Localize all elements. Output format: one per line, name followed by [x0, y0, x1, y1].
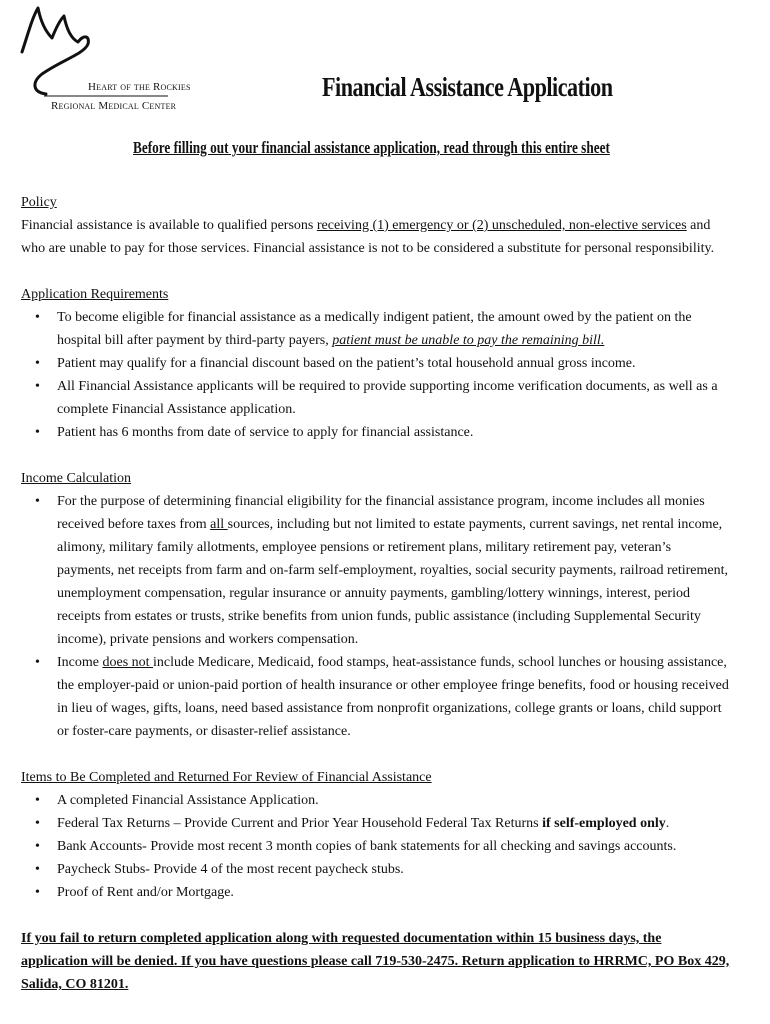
item-text: A completed Financial Assistance Application. [57, 793, 319, 808]
list-item [21, 421, 731, 444]
list-item [21, 306, 731, 352]
bullet-icon: • [35, 793, 40, 808]
item-text: include Medicare, Medicaid, food stamps, heat-assistance funds, school lunches or housing assistance, the employer-paid or union-paid portion of health insurance or other employee fringe benefits, food or housing received in lieu of wages, gifts, loans, need based assistance from nonprofit organizations, college grants or loans, child support or foster-care payments, or disaster-relief assistance. [57, 655, 729, 739]
page-subtitle: Before filling out your financial assistance application, read through this entire sheet [133, 138, 610, 157]
hospital-logo [18, 4, 191, 124]
bullet-icon: • [35, 425, 40, 440]
item-text: Bank Accounts- Provide most recent 3 month copies of bank statements for all checking and savings accounts. [57, 839, 677, 854]
item-text: sources, including but not limited to estate payments, current savings, net rental income, alimony, military family allotments, employee pensions or retirement plans, military retirement pay, veteran’s payments, net receipts from farm and on-farm self-employment, royalties, social security payments, railroad retirement, unemployment compensation, regular insurance or annuity payments, gambling/lottery winnings, interest, period receipts from estates or trusts, strike benefits from union funds, public assistance (including Supplemental Security income), private pensions and workers compensation. [57, 517, 728, 647]
bullet-icon: • [35, 379, 40, 394]
item-text: Income [57, 655, 103, 670]
income-list [21, 490, 731, 743]
item-text-underlined: does not [102, 655, 154, 670]
list-item [21, 812, 731, 835]
list-item [21, 881, 731, 904]
item-text: All Financial Assistance applicants will be required to provide supporting income verification documents, as well as a complete Financial Assistance application. [57, 379, 718, 417]
logo-text-line2: Regional Medical Center [51, 100, 177, 112]
policy-text-underlined: receiving (1) emergency or (2) unscheduled, non-elective services [316, 218, 687, 233]
policy-text [21, 214, 731, 260]
list-item [21, 835, 731, 858]
item-text: Proof of Rent and/or Mortgage. [57, 885, 234, 900]
bullet-icon: • [35, 885, 40, 900]
items-list [21, 789, 731, 904]
document-body [21, 191, 731, 996]
list-item [21, 858, 731, 881]
item-text-emphasis: patient must be unable to pay the remaining bill. [332, 333, 605, 348]
bullet-icon: • [35, 310, 40, 325]
item-text: Patient has 6 months from date of service to apply for financial assistance. [57, 425, 474, 440]
item-text: Paycheck Stubs- Provide 4 of the most recent paycheck stubs. [57, 862, 404, 877]
footer-notice: If you fail to return completed application along with requested documentation within 15 business days, the application will be denied. If you have questions please call 719-530-2475. Return application to HRRMC, PO Box 429, Salida, CO 81201. [21, 931, 730, 992]
policy-text-end: and who are unable to pay for those services. Financial assistance is not to be considered a substitute for personal responsibility. [21, 218, 715, 256]
bullet-icon: • [35, 839, 40, 854]
page-title: Financial Assistance Application [322, 72, 613, 102]
logo-text-line1: Heart of the Rockies [88, 81, 191, 93]
income-heading: Income Calculation [21, 471, 132, 486]
requirements-section [21, 283, 731, 444]
bullet-icon: • [35, 655, 40, 670]
list-item [21, 789, 731, 812]
requirements-heading: Application Requirements [21, 287, 169, 302]
item-text: For the purpose of determining financial eligibility for the financial assistance program, income includes all monies received before taxes from [57, 494, 705, 532]
bullet-icon: • [35, 862, 40, 877]
bullet-icon: • [35, 356, 40, 371]
bullet-icon: • [35, 816, 40, 831]
list-item [21, 490, 731, 651]
items-section [21, 766, 731, 904]
item-text: . [665, 816, 670, 831]
requirements-list [21, 306, 731, 444]
item-text: Federal Tax Returns – Provide Current and Prior Year Household Federal Tax Returns [57, 816, 543, 831]
list-item [21, 352, 731, 375]
income-section [21, 467, 731, 743]
list-item [21, 651, 731, 743]
policy-heading: Policy [21, 195, 57, 210]
bullet-icon: • [35, 494, 40, 509]
item-text: To become eligible for financial assistance as a medically indigent patient, the amount owed by the patient on the hospital bill after payment by third-party payers, [57, 310, 692, 348]
item-text-underlined: all [210, 517, 228, 532]
item-text: Patient may qualify for a financial discount based on the patient’s total household annual gross income. [57, 356, 636, 371]
item-text-bold: if self-employed only [542, 816, 666, 831]
items-heading: Items to Be Completed and Returned For Review of Financial Assistance [21, 770, 432, 785]
list-item [21, 375, 731, 421]
policy-section [21, 191, 731, 260]
policy-text-start: Financial assistance is available to qualified persons [21, 218, 317, 233]
